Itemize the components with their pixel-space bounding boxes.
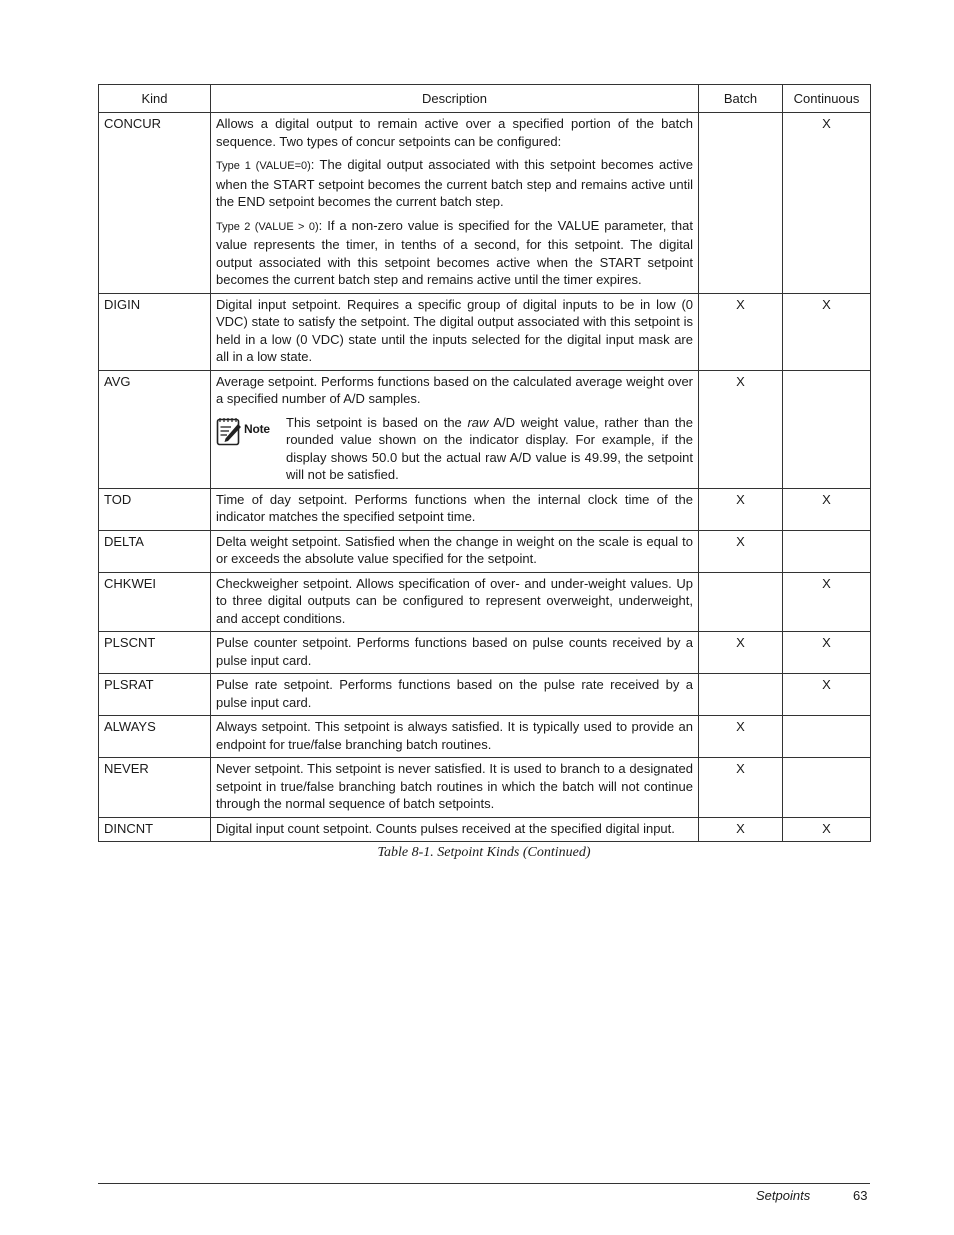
- description-paragraph: [216, 760, 693, 813]
- description-cell: [211, 572, 699, 632]
- table-header-row: [99, 85, 871, 113]
- table-row: [99, 632, 871, 674]
- batch-cell: X: [699, 716, 783, 758]
- header-batch: Batch: [699, 85, 783, 113]
- batch-cell: X: [699, 758, 783, 818]
- note-text-emphasis: raw: [467, 414, 489, 430]
- paragraph-text: : If a non-zero value is specified for the VALUE parameter, that value represents the timer, in tenths of a second, for this setpoint. The digital output associated with this setpoint becomes active when the START setpoint becomes the current batch step and remains active until the timer expires.: [216, 217, 693, 287]
- description-paragraph: [216, 575, 693, 628]
- paragraph-text: Always setpoint. This setpoint is always satisfied. It is typically used to provide an endpoint for true/false branching batch routines.: [216, 719, 693, 752]
- note-label: Note: [244, 421, 270, 436]
- description-paragraph: [216, 820, 693, 838]
- continuous-cell: [783, 370, 871, 488]
- table-row: [99, 113, 871, 294]
- batch-cell: X: [699, 530, 783, 572]
- continuous-cell: X: [783, 113, 871, 294]
- header-continuous: Continuous: [783, 85, 871, 113]
- batch-cell: X: [699, 293, 783, 370]
- note-badge: [216, 414, 286, 484]
- continuous-cell: X: [783, 674, 871, 716]
- description-paragraph: [216, 676, 693, 711]
- kind-cell: DINCNT: [99, 817, 211, 842]
- description-paragraph: [216, 373, 693, 408]
- description-cell: [211, 113, 699, 294]
- kind-cell: TOD: [99, 488, 211, 530]
- description-paragraph: [216, 156, 693, 211]
- continuous-cell: [783, 758, 871, 818]
- continuous-cell: [783, 716, 871, 758]
- batch-cell: X: [699, 370, 783, 488]
- note-text-before: This setpoint is based on the: [286, 414, 468, 430]
- footer-page-number: 63: [853, 1188, 868, 1203]
- paragraph-text: Delta weight setpoint. Satisfied when the change in weight on the scale is equal to or exceeds the absolute value specified for the setpoint.: [216, 533, 693, 566]
- table-row: [99, 716, 871, 758]
- paragraph-text: Allows a digital output to remain active over a specified portion of the batch sequence. Two types of concur setpoints can be configured:: [216, 116, 693, 149]
- table-row: [99, 758, 871, 818]
- description-cell: [211, 716, 699, 758]
- paragraph-text: Never setpoint. This setpoint is never satisfied. It is used to branch to a designated setpoint in true/false branching batch routines in which the batch will not continue through the normal sequence of batch setpoints.: [216, 761, 693, 811]
- description-cell: [211, 758, 699, 818]
- continuous-cell: X: [783, 817, 871, 842]
- batch-cell: X: [699, 632, 783, 674]
- description-paragraph: [216, 634, 693, 669]
- paragraph-text: Time of day setpoint. Performs functions when the internal clock time of the indicator matches the specified setpoint time.: [216, 491, 693, 524]
- description-cell: [211, 817, 699, 842]
- kind-cell: CONCUR: [99, 113, 211, 294]
- kind-cell: ALWAYS: [99, 716, 211, 758]
- table-row: [99, 530, 871, 572]
- table-caption: Table 8-1. Setpoint Kinds (Continued): [377, 845, 591, 860]
- paragraph-text: Pulse counter setpoint. Performs functions based on pulse counts received by a pulse input card.: [216, 635, 693, 668]
- description-cell: [211, 674, 699, 716]
- table-row: [99, 370, 871, 488]
- description-paragraph: [216, 115, 693, 150]
- note-text: [286, 414, 693, 484]
- setpoint-kinds-table: [98, 84, 871, 842]
- description-cell: [211, 370, 699, 488]
- kind-cell: AVG: [99, 370, 211, 488]
- continuous-cell: X: [783, 488, 871, 530]
- kind-cell: DELTA: [99, 530, 211, 572]
- batch-cell: [699, 572, 783, 632]
- kind-cell: NEVER: [99, 758, 211, 818]
- table-row: [99, 674, 871, 716]
- paragraph-text: Pulse rate setpoint. Performs functions based on the pulse rate received by a pulse input card.: [216, 677, 693, 710]
- batch-cell: X: [699, 817, 783, 842]
- table-row: [99, 817, 871, 842]
- description-paragraph: [216, 533, 693, 568]
- continuous-cell: X: [783, 632, 871, 674]
- paragraph-text: Average setpoint. Performs functions based on the calculated average weight over a specified number of A/D samples.: [216, 373, 693, 406]
- description-paragraph: [216, 296, 693, 366]
- batch-cell: [699, 113, 783, 294]
- table-row: [99, 572, 871, 632]
- table-row: [99, 488, 871, 530]
- paragraph-text: : The digital output associated with this setpoint becomes active when the START setpoint becomes the current batch step and remains active until the END setpoint becomes the current batch step.: [216, 157, 693, 209]
- table-row: [99, 293, 871, 370]
- header-kind: Kind: [99, 85, 211, 113]
- note-pencil-icon: [216, 416, 242, 446]
- description-cell: [211, 530, 699, 572]
- type-label: Type 1 (VALUE=0): [216, 160, 311, 172]
- continuous-cell: X: [783, 572, 871, 632]
- paragraph-text: Digital input setpoint. Requires a specific group of digital inputs to be in low (0 VDC) state to satisfy the setpoint. The digital output associated with this setpoint is held in a low (0 VDC) state until the inputs selected for the digital input mask are all in a low state.: [216, 296, 693, 364]
- description-cell: [211, 632, 699, 674]
- paragraph-text: Checkweigher setpoint. Allows specification of over- and under-weight values. Up to three digital outputs can be configured to represent overweight, underweight, and accept conditions.: [216, 575, 693, 626]
- footer-section-name: Setpoints: [756, 1188, 811, 1203]
- description-paragraph: [216, 491, 693, 526]
- note-box: [216, 414, 693, 484]
- footer-rule: [98, 1183, 870, 1184]
- kind-cell: CHKWEI: [99, 572, 211, 632]
- description-cell: [211, 293, 699, 370]
- table-body: [99, 113, 871, 842]
- kind-cell: DIGIN: [99, 293, 211, 370]
- note-text-after: A/D weight value, rather than the rounded value shown on the indicator display. For example, if the display shows 50.0 but the actual raw A/D value is 49.99, the setpoint will not be satisfied.: [286, 414, 693, 482]
- type-label: Type 2 (VALUE > 0): [216, 220, 319, 233]
- kind-cell: PLSCNT: [99, 632, 211, 674]
- continuous-cell: X: [783, 293, 871, 370]
- paragraph-text: Digital input count setpoint. Counts pulses received at the specified digital input.: [216, 820, 675, 836]
- header-description: Description: [211, 85, 699, 113]
- kind-cell: PLSRAT: [99, 674, 211, 716]
- description-paragraph: [216, 718, 693, 753]
- batch-cell: X: [699, 488, 783, 530]
- continuous-cell: [783, 530, 871, 572]
- description-cell: [211, 488, 699, 530]
- batch-cell: [699, 674, 783, 716]
- description-paragraph: [216, 217, 693, 289]
